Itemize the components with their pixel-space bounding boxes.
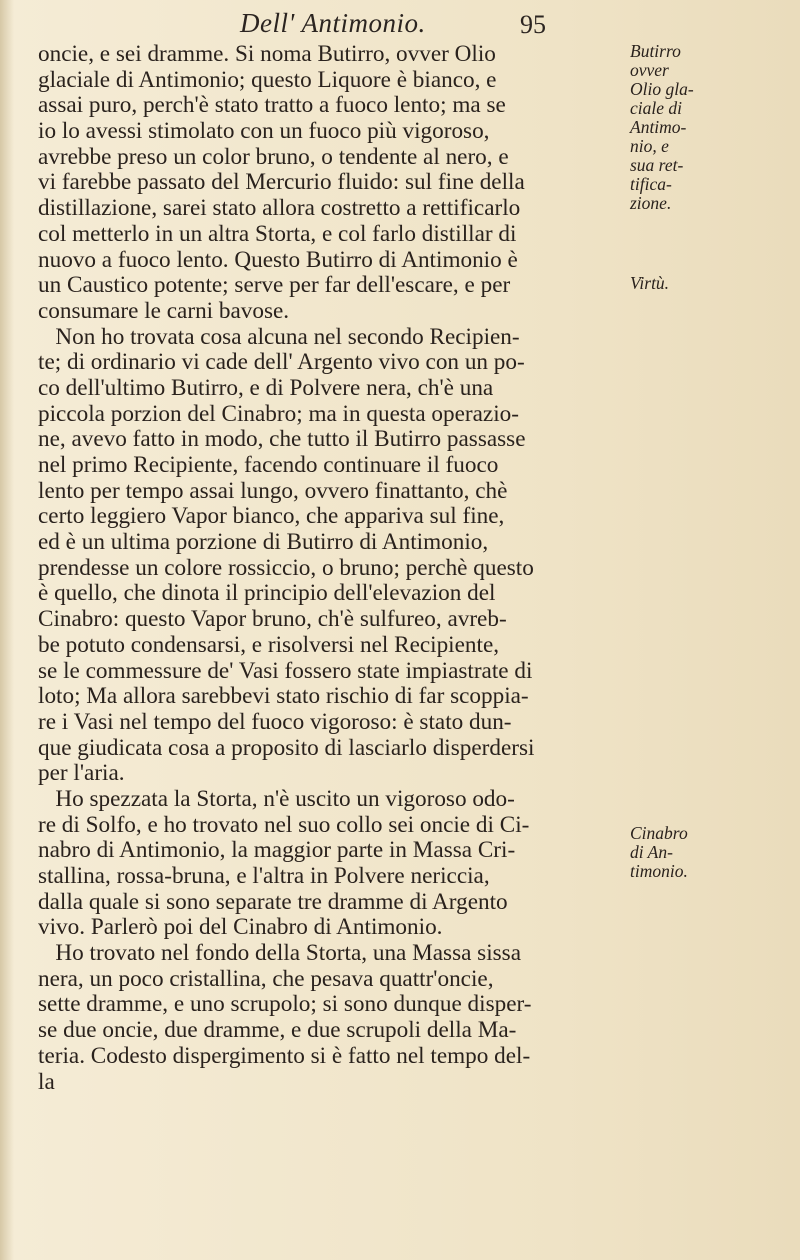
text-line: ne, avevo fatto in modo, che tutto il Butirro passasse bbox=[38, 426, 526, 453]
running-head bbox=[0, 6, 800, 42]
text-line: lento per tempo assai lungo, ovvero finattanto, chè bbox=[38, 477, 508, 504]
page-number: 95 bbox=[520, 10, 546, 39]
text-line: Ho spezzata la Storta, n'è uscito un vigoroso odo- bbox=[38, 785, 515, 812]
margin-note-line: ciale di bbox=[630, 98, 682, 118]
text-line: prendesse un colore rossiccio, o bruno; perchè questo bbox=[38, 554, 534, 581]
text-line: glaciale di Antimonio; questo Liquore è bianco, e bbox=[38, 66, 497, 93]
text-line: distillazione, sarei stato allora costretto a rettificarlo bbox=[38, 195, 521, 222]
text-line: piccola porzion del Cinabro; ma in questa operazio- bbox=[38, 400, 519, 427]
text-line: re i Vasi nel tempo del fuoco vigoroso: è stato dun- bbox=[38, 708, 512, 735]
text-line: la bbox=[38, 1068, 55, 1095]
text-line: se due oncie, due dramme, e due scrupoli della Ma- bbox=[38, 1017, 517, 1044]
text-line: re di Solfo, e ho trovato nel suo collo sei oncie di Ci- bbox=[38, 811, 530, 838]
text-line: Ho trovato nel fondo della Storta, una Massa sissa bbox=[38, 940, 521, 967]
text-line: teria. Codesto dispergimento si è fatto nel tempo del- bbox=[38, 1042, 531, 1069]
text-line: stallina, rossa-bruna, e l'altra in Polvere nericcia, bbox=[38, 863, 490, 889]
margin-note-cinabro bbox=[630, 824, 688, 881]
text-line: dalla quale si sono separate tre dramme di Argento bbox=[38, 888, 508, 915]
margin-note-line: Antimo- bbox=[630, 117, 687, 137]
text-line: Non ho trovata cosa alcuna nel secondo Recipien- bbox=[38, 323, 520, 350]
text-line: io lo avessi stimolato con un fuoco più vigoroso, bbox=[38, 118, 490, 145]
text-line: consumare le carni bavose. bbox=[38, 297, 290, 324]
text-line: ed è un ultima porzione di Butirro di Antimonio, bbox=[38, 529, 489, 556]
margin-note-line: Cinabro bbox=[630, 823, 688, 843]
text-line: vivo. Parlerò poi del Cinabro di Antimonio. bbox=[38, 914, 443, 941]
text-line: è quello, che dinota il principio dell'elevazion del bbox=[38, 580, 496, 607]
body-text bbox=[38, 42, 558, 1095]
margin-note-virtu bbox=[630, 274, 669, 293]
page-gutter-shadow bbox=[0, 0, 14, 1260]
margin-note-line: sua ret- bbox=[630, 155, 684, 175]
margin-note-line: Butirro bbox=[630, 41, 681, 61]
margin-note-line: tifica- bbox=[630, 174, 672, 194]
text-line: nera, un poco cristallina, che pesava quattr'oncie, bbox=[38, 965, 494, 992]
text-line: avrebbe preso un color bruno, o tendente al nero, e bbox=[38, 143, 509, 170]
text-line: Cinabro: questo Vapor bruno, ch'è sulfureo, avreb- bbox=[38, 606, 507, 633]
text-line: be potuto condensarsi, e risolversi nel Recipiente, bbox=[38, 631, 500, 658]
margin-note-line: di An- bbox=[630, 842, 673, 862]
margin-note-line: ovver bbox=[630, 60, 669, 80]
margin-note-line: timonio. bbox=[630, 861, 688, 881]
margin-note-line: nio, e bbox=[630, 136, 669, 156]
running-title: Dell' Antimonio. bbox=[240, 8, 426, 38]
text-line: un Caustico potente; serve per far dell'escare, e per bbox=[38, 272, 511, 299]
text-line: loto; Ma allora sarebbevi stato rischio di far scoppia- bbox=[38, 683, 529, 710]
margin-note-butirro bbox=[630, 42, 694, 213]
text-line: vi farebbe passato del Mercurio fluido: sul fine della bbox=[38, 169, 525, 196]
text-line: certo leggiero Vapor bianco, che appariva sul fine, bbox=[38, 503, 505, 530]
text-line: nuovo a fuoco lento. Questo Butirro di Antimonio è bbox=[38, 246, 518, 273]
text-line: nel primo Recipiente, facendo continuare il fuoco bbox=[38, 452, 499, 478]
margin-note-line: Olio gla- bbox=[630, 79, 694, 99]
text-line: se le commessure de' Vasi fossero state impiastrate di bbox=[38, 657, 533, 684]
text-line: oncie, e sei dramme. Si noma Butirro, ovver Olio bbox=[38, 41, 496, 67]
text-line: sette dramme, e uno scrupolo; si sono dunque disper- bbox=[38, 991, 532, 1018]
text-line: per l'aria. bbox=[38, 760, 125, 787]
text-line: te; di ordinario vi cade dell' Argento vivo con un po- bbox=[38, 349, 525, 376]
margin-note-line: zione. bbox=[630, 193, 672, 213]
text-line: assai puro, perch'è stato tratto a fuoco lento; ma se bbox=[38, 92, 506, 119]
text-line: co dell'ultimo Butirro, e di Polvere nera, ch'è una bbox=[38, 374, 494, 401]
text-line: nabro di Antimonio, la maggior parte in Massa Cri- bbox=[38, 837, 516, 864]
text-line: col metterlo in un altra Storta, e col farlo distillar di bbox=[38, 220, 517, 247]
text-line: que giudicata cosa a proposito di lasciarlo disperdersi bbox=[38, 734, 535, 761]
margin-note-line: Virtù. bbox=[630, 273, 670, 293]
